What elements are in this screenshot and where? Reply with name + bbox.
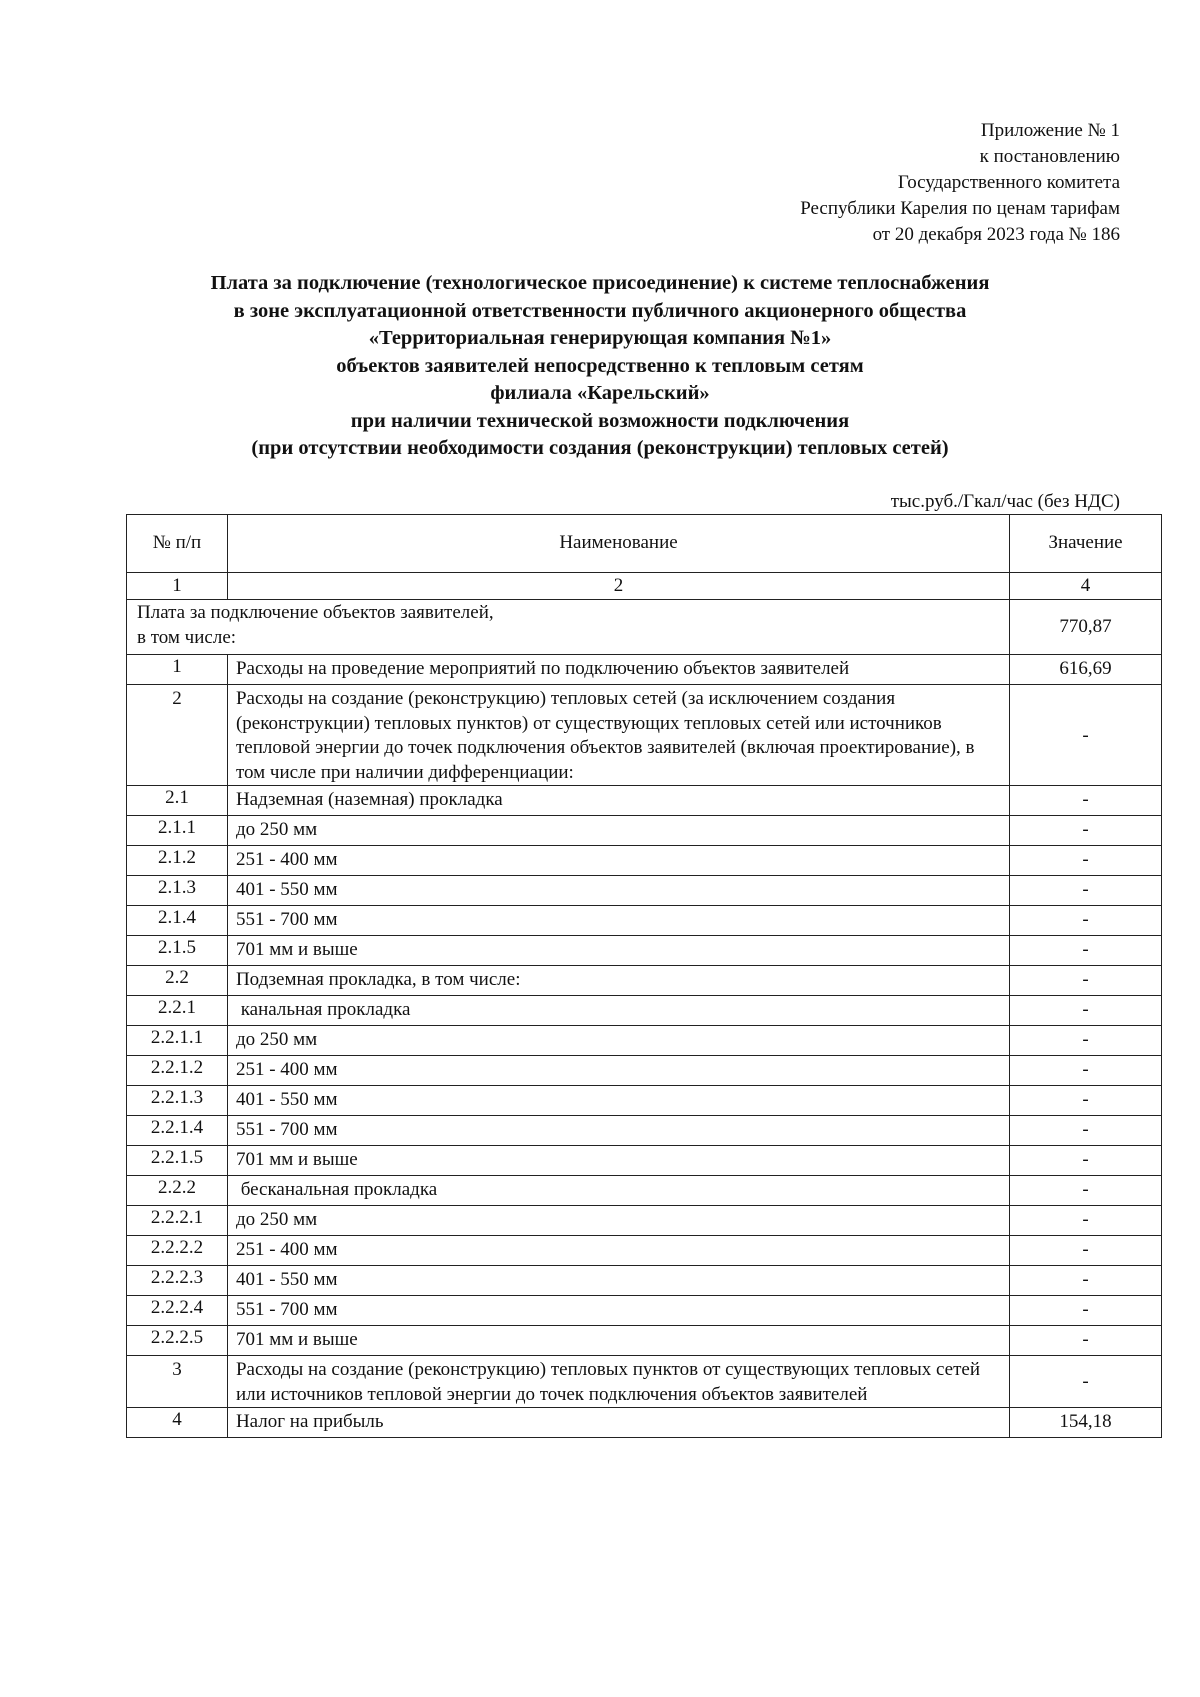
row-number: 2.2.2.2: [127, 1236, 228, 1266]
row-name: Надземная (наземная) прокладка: [227, 786, 1009, 816]
row-value: -: [1010, 1086, 1162, 1116]
row-value: -: [1010, 936, 1162, 966]
row-name: 551 - 700 мм: [227, 906, 1009, 936]
table-row: [127, 876, 1162, 906]
title-line: «Территориальная генерирующая компания №1»: [368, 327, 832, 349]
row-name: 551 - 700 мм: [227, 1296, 1009, 1326]
row-number: 2.2.2.3: [127, 1266, 228, 1296]
row-value: 616,69: [1010, 655, 1162, 685]
appendix-line: от 20 декабря 2023 года № 186: [872, 224, 1120, 245]
row-value: -: [1010, 1206, 1162, 1236]
row-value: -: [1010, 1116, 1162, 1146]
row-value: -: [1010, 685, 1162, 786]
row-number: 2.1.4: [127, 906, 228, 936]
row-value: -: [1010, 1236, 1162, 1266]
row-name: 701 мм и выше: [227, 1326, 1009, 1356]
table-row: [127, 1086, 1162, 1116]
table-header-row: [127, 515, 1162, 573]
row-name: Налог на прибыль: [227, 1408, 1009, 1438]
total-value: 770,87: [1010, 600, 1162, 655]
appendix-line: Приложение № 1: [980, 120, 1120, 141]
table-row: [127, 846, 1162, 876]
table-row: [127, 1026, 1162, 1056]
row-number: 2.2.1.3: [127, 1086, 228, 1116]
row-name: 701 мм и выше: [227, 1146, 1009, 1176]
header-value: Значение: [1010, 515, 1162, 573]
column-number-row: [127, 573, 1162, 600]
row-value: -: [1010, 906, 1162, 936]
row-value: -: [1010, 996, 1162, 1026]
table-row: [127, 906, 1162, 936]
row-value: -: [1010, 1146, 1162, 1176]
row-name: 251 - 400 мм: [227, 846, 1009, 876]
row-value: -: [1010, 1176, 1162, 1206]
table-row: [127, 685, 1162, 786]
table-row: [127, 1206, 1162, 1236]
row-number: 2.1.1: [127, 816, 228, 846]
row-number: 1: [127, 655, 228, 685]
row-number: 2.2.2: [127, 1176, 228, 1206]
table-row: [127, 1146, 1162, 1176]
header-name: Наименование: [227, 515, 1009, 573]
row-value: -: [1010, 1056, 1162, 1086]
row-number: 2.2: [127, 966, 228, 996]
row-name: бесканальная прокладка: [227, 1176, 1009, 1206]
row-name: Расходы на проведение мероприятий по подключению объектов заявителей: [227, 655, 1009, 685]
units-label: тыс.руб./Гкал/час (без НДС): [890, 491, 1120, 512]
row-number: 2.2.2.1: [127, 1206, 228, 1236]
total-row: [127, 600, 1162, 655]
row-name: 401 - 550 мм: [227, 1266, 1009, 1296]
row-number: 2.2.1.4: [127, 1116, 228, 1146]
row-name: 701 мм и выше: [227, 936, 1009, 966]
row-number: 2.2.1.1: [127, 1026, 228, 1056]
title-line: в зоне эксплуатационной ответственности публичного акционерного общества: [233, 299, 967, 322]
row-number: 2.2.1: [127, 996, 228, 1026]
title-line: Плата за подключение (технологическое присоединение) к системе теплоснабжения: [210, 272, 990, 294]
title-line: (при отсутствии необходимости создания (реконструкции) тепловых сетей): [251, 437, 949, 459]
table-row: [127, 1236, 1162, 1266]
row-value: -: [1010, 966, 1162, 996]
row-value: -: [1010, 816, 1162, 846]
column-number: 1: [127, 573, 228, 600]
title-line: при наличии технической возможности подключения: [350, 409, 850, 432]
row-value: -: [1010, 876, 1162, 906]
total-name-line: в том числе:: [137, 627, 237, 648]
table-row: [127, 786, 1162, 816]
tariff-table: [126, 514, 1162, 1438]
row-number: 2.2.2.5: [127, 1326, 228, 1356]
row-name: 251 - 400 мм: [227, 1236, 1009, 1266]
row-value: -: [1010, 786, 1162, 816]
row-name: 401 - 550 мм: [227, 876, 1009, 906]
table-row: [127, 1176, 1162, 1206]
table-row: [127, 996, 1162, 1026]
row-name: до 250 мм: [227, 1026, 1009, 1056]
row-number: 2.2.2.4: [127, 1296, 228, 1326]
row-name: до 250 мм: [227, 816, 1009, 846]
row-number: 4: [127, 1408, 228, 1438]
table-row: [127, 1408, 1162, 1438]
column-number: 4: [1010, 573, 1162, 600]
table-row: [127, 966, 1162, 996]
row-value: -: [1010, 1326, 1162, 1356]
appendix-reference: [800, 118, 1120, 248]
table-row: [127, 1056, 1162, 1086]
table-row: [127, 1266, 1162, 1296]
document-title: [120, 270, 1080, 463]
table-row: [127, 1116, 1162, 1146]
row-value: -: [1010, 1296, 1162, 1326]
row-value: -: [1010, 1356, 1162, 1408]
total-name: [127, 600, 1010, 655]
row-name: 251 - 400 мм: [227, 1056, 1009, 1086]
title-line: филиала «Карельский»: [490, 382, 710, 404]
table-row: [127, 655, 1162, 685]
row-number: 2.1.2: [127, 846, 228, 876]
row-number: 2.1.5: [127, 936, 228, 966]
row-name: 401 - 550 мм: [227, 1086, 1009, 1116]
table-row: [127, 1296, 1162, 1326]
table-row: [127, 1326, 1162, 1356]
row-number: 2.2.1.5: [127, 1146, 228, 1176]
row-name: Расходы на создание (реконструкцию) тепловых сетей (за исключением создания (реконструкции) тепловых пунктов) от существующих тепловых сетей или источников тепловой энергии до точек подключения объектов заявителей (включая проектирование), в том числе при наличии дифференциации:: [227, 685, 1009, 786]
row-name: 551 - 700 мм: [227, 1116, 1009, 1146]
row-name: до 250 мм: [227, 1206, 1009, 1236]
table-row: [127, 1356, 1162, 1408]
row-number: 2.1: [127, 786, 228, 816]
appendix-line: Государственного комитета: [897, 172, 1120, 193]
title-line: объектов заявителей непосредственно к тепловым сетям: [336, 354, 864, 377]
row-name: Подземная прокладка, в том числе:: [227, 966, 1009, 996]
column-number: 2: [227, 573, 1009, 600]
appendix-line: Республики Карелия по ценам тарифам: [800, 198, 1120, 219]
row-name: Расходы на создание (реконструкцию) тепловых пунктов от существующих тепловых сетей или источников тепловой энергии до точек подключения объектов заявителей: [227, 1356, 1009, 1408]
row-number: 3: [127, 1356, 228, 1408]
row-number: 2: [127, 685, 228, 786]
table-row: [127, 936, 1162, 966]
row-value: -: [1010, 846, 1162, 876]
total-name-line: Плата за подключение объектов заявителей,: [137, 602, 494, 623]
row-value: 154,18: [1010, 1408, 1162, 1438]
appendix-line: к постановлению: [979, 146, 1120, 167]
row-value: -: [1010, 1026, 1162, 1056]
header-number: № п/п: [127, 515, 228, 573]
row-value: -: [1010, 1266, 1162, 1296]
row-number: 2.2.1.2: [127, 1056, 228, 1086]
row-name: канальная прокладка: [227, 996, 1009, 1026]
table-row: [127, 816, 1162, 846]
row-number: 2.1.3: [127, 876, 228, 906]
